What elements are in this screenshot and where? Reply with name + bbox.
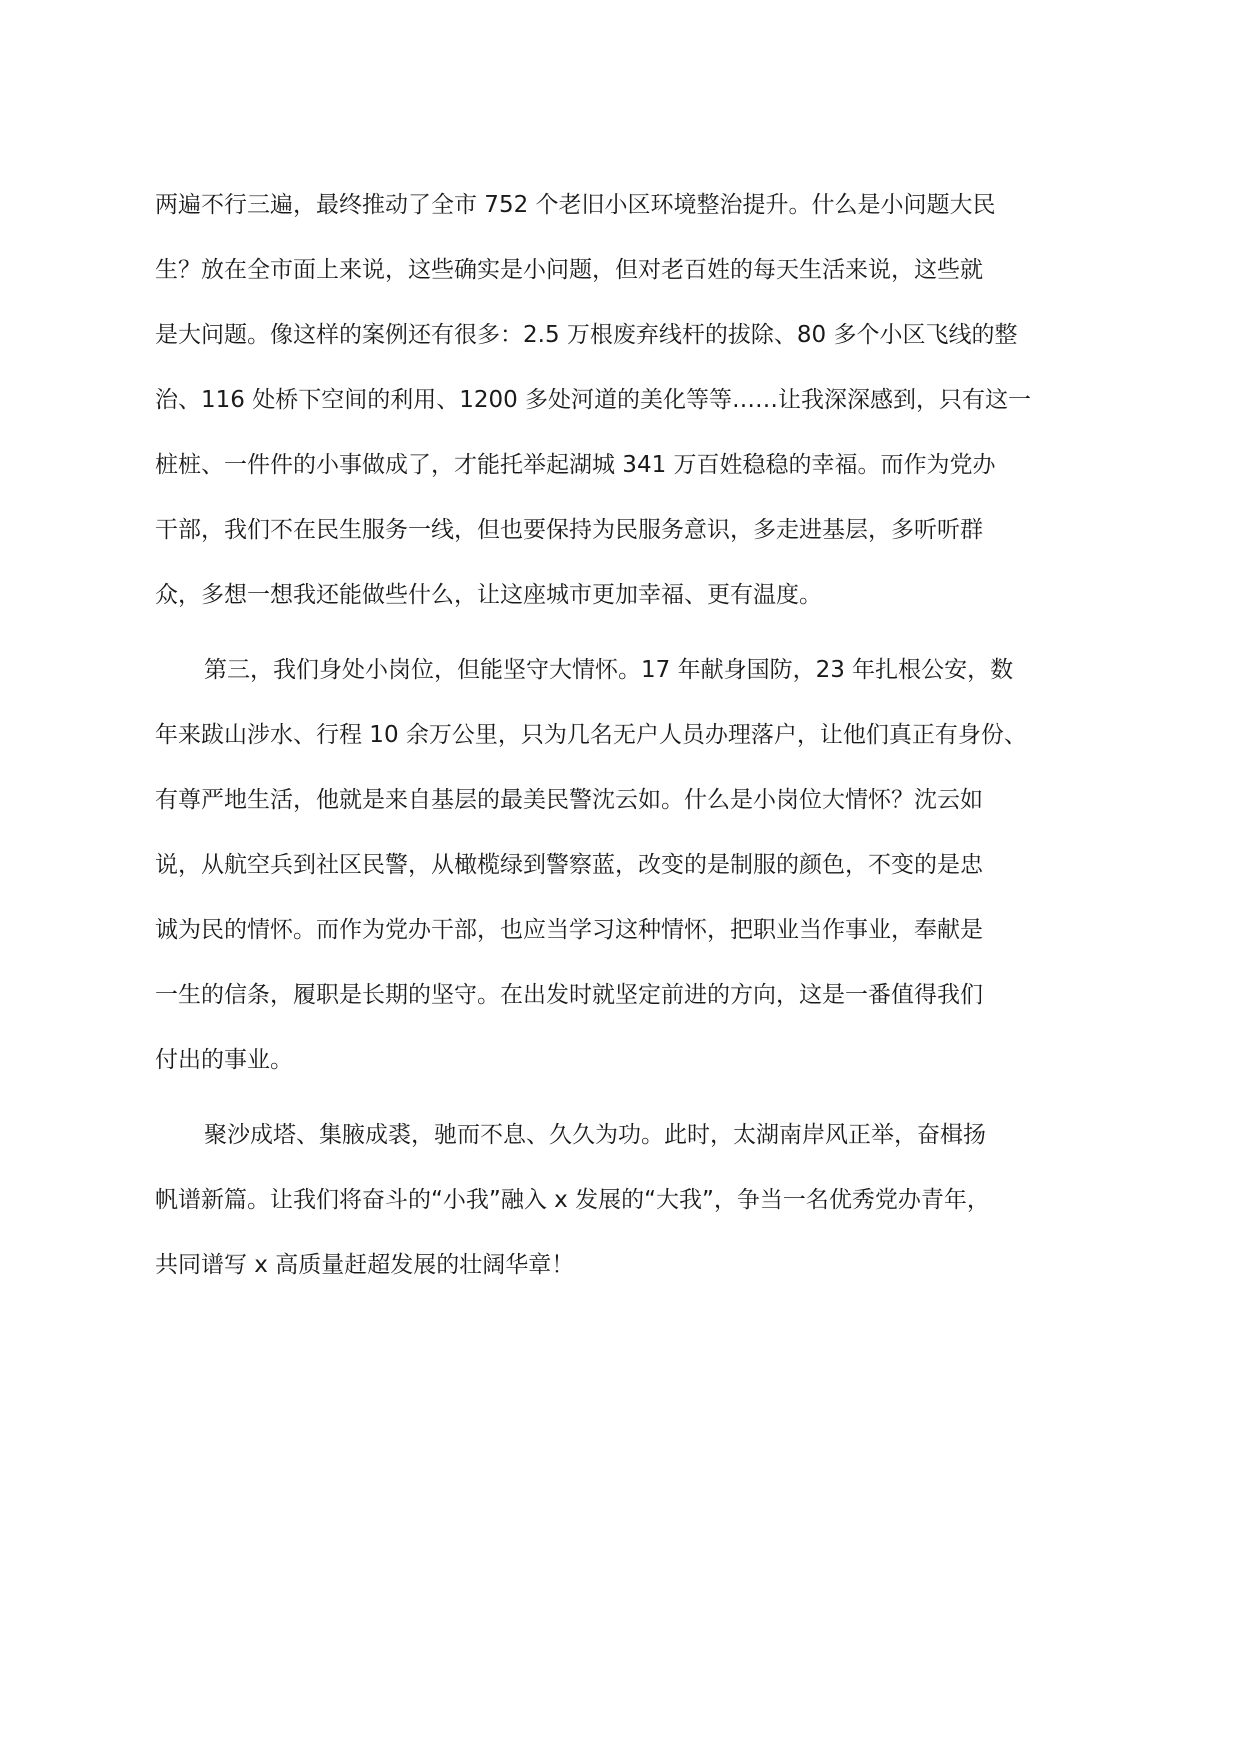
text-line: 付出的事业。	[155, 1047, 293, 1073]
text-line: 一生的信条，履职是长期的坚守。在出发时就坚定前进的方向，这是一番值得我们	[155, 982, 983, 1008]
text-line: 帆谱新篇。让我们将奋斗的“小我”融入 x 发展的“大我”，争当一名优秀党办青年，	[155, 1187, 990, 1213]
text-line: 是大问题。像这样的案例还有很多：2.5 万根废弃线杆的拔除、80 多个小区飞线的整	[155, 322, 1018, 348]
paragraph-spacer	[155, 1107, 1095, 1117]
text-line: 桩桩、一件件的小事做成了，才能托举起湖城 341 万百姓稳稳的幸福。而作为党办	[155, 452, 996, 478]
text-line: 干部，我们不在民生服务一线，但也要保持为民服务意识，多走进基层，多听听群	[155, 517, 983, 543]
text-line: 治、116 处桥下空间的利用、1200 多处河道的美化等等……让我深深感到，只有这一	[155, 387, 1032, 413]
text-line: 年来跋山涉水、行程 10 余万公里，只为几名无户人员办理落户，让他们真正有身份、	[155, 722, 1027, 748]
text-line: 共同谱写 x 高质量赶超发展的壮阔华章！	[155, 1252, 575, 1278]
document-body	[155, 187, 1095, 1312]
text-line: 众，多想一想我还能做些什么，让这座城市更加幸福、更有温度。	[155, 582, 822, 608]
text-line-indented: 第三，我们身处小岗位，但能坚守大情怀。17 年献身国防，23 年扎根公安，数	[204, 657, 1014, 683]
text-line-indented: 聚沙成塔、集腋成裘，驰而不息、久久为功。此时，太湖南岸风正举，奋楫扬	[204, 1122, 986, 1148]
text-line: 有尊严地生活，他就是来自基层的最美民警沈云如。什么是小岗位大情怀？沈云如	[155, 787, 983, 813]
text-line: 两遍不行三遍，最终推动了全市 752 个老旧小区环境整治提升。什么是小问题大民	[155, 192, 996, 218]
paragraph-3	[155, 1117, 1095, 1312]
text-line: 诚为民的情怀。而作为党办干部，也应当学习这种情怀，把职业当作事业，奉献是	[155, 917, 983, 943]
paragraph-1	[155, 187, 1095, 642]
paragraph-2	[155, 652, 1095, 1107]
paragraph-spacer	[155, 642, 1095, 652]
text-line: 说，从航空兵到社区民警，从橄榄绿到警察蓝，改变的是制服的颜色，不变的是忠	[155, 852, 983, 878]
text-line: 生？放在全市面上来说，这些确实是小问题，但对老百姓的每天生活来说，这些就	[155, 257, 983, 283]
